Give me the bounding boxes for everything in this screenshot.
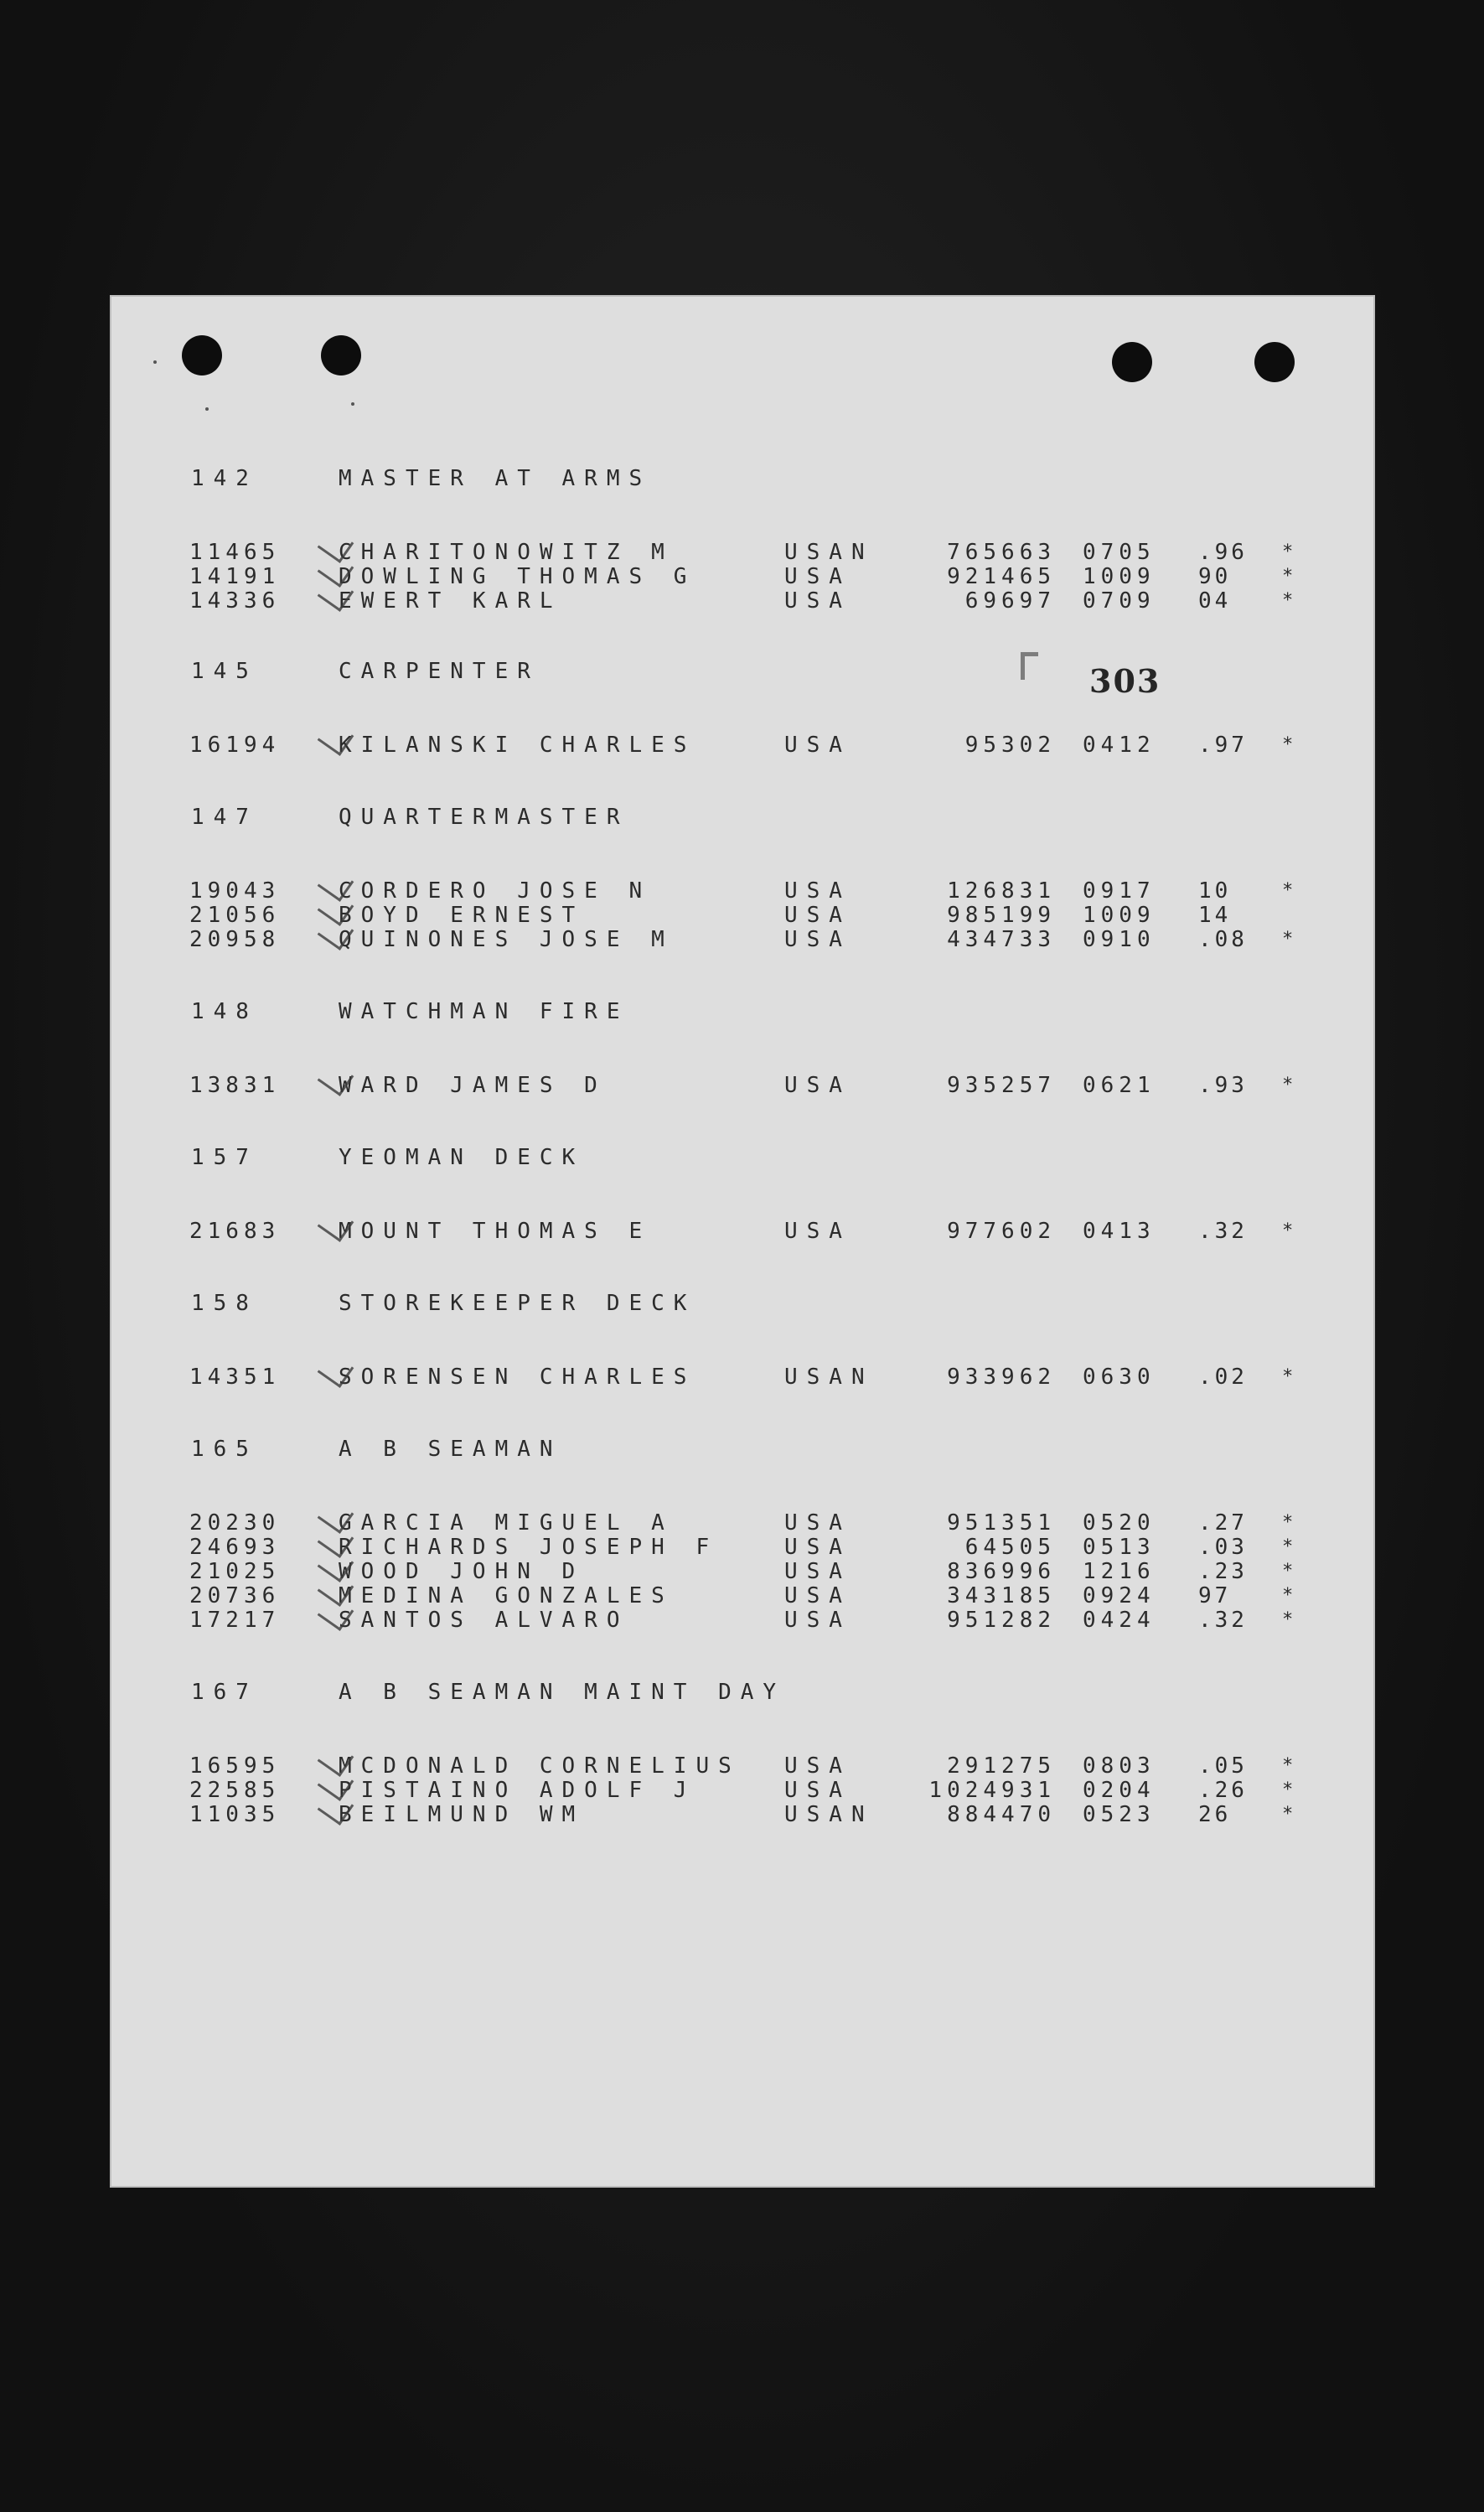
crew-name: MEDINA GONZALES <box>339 1583 674 1608</box>
crew-name: KILANSKI CHARLES <box>339 733 696 758</box>
rate-value: .05 <box>1198 1753 1248 1779</box>
section-title: A B SEAMAN <box>339 1437 562 1462</box>
certificate-number: 977602 <box>947 1219 1056 1244</box>
rate-value: 26 <box>1198 1802 1232 1827</box>
date-code: 0910 <box>1083 927 1156 952</box>
crew-name: PISTAINO ADOLF J <box>339 1778 696 1803</box>
crew-name: CHARITONOWITZ M <box>339 540 674 565</box>
section-code: 165 <box>191 1437 258 1462</box>
asterisk-mark: * <box>1282 1536 1294 1557</box>
crew-name: MCDONALD CORNELIUS <box>339 1753 741 1779</box>
crew-name: GARCIA MIGUEL A <box>339 1510 674 1536</box>
certificate-number: 95302 <box>964 733 1056 758</box>
certificate-number: 935257 <box>947 1073 1056 1098</box>
date-code: 0621 <box>1083 1073 1156 1098</box>
service-number: 21056 <box>189 903 281 928</box>
date-code: 0424 <box>1083 1608 1156 1633</box>
rate-value: .08 <box>1198 927 1248 952</box>
asterisk-mark: * <box>1282 1366 1294 1387</box>
citizenship: USA <box>784 1219 851 1244</box>
date-code: 0413 <box>1083 1219 1156 1244</box>
certificate-number: 921465 <box>947 564 1056 589</box>
certificate-number: 64505 <box>964 1535 1056 1560</box>
rate-value: .93 <box>1198 1073 1248 1098</box>
service-number: 14336 <box>189 588 281 614</box>
rate-value: .32 <box>1198 1608 1248 1633</box>
rate-value: 97 <box>1198 1583 1232 1608</box>
service-number: 24693 <box>189 1535 281 1560</box>
service-number: 16595 <box>189 1753 281 1779</box>
citizenship: USA <box>784 1608 851 1633</box>
date-code: 0709 <box>1083 588 1156 614</box>
crew-name: SANTOS ALVARO <box>339 1608 629 1633</box>
date-code: 0520 <box>1083 1510 1156 1536</box>
speck <box>351 402 354 406</box>
asterisk-mark: * <box>1282 1561 1294 1582</box>
asterisk-mark: * <box>1282 1220 1294 1241</box>
date-code: 0803 <box>1083 1753 1156 1779</box>
speck <box>205 407 209 411</box>
certificate-number: 126831 <box>947 878 1056 904</box>
date-code: 1009 <box>1083 564 1156 589</box>
citizenship: USA <box>784 564 851 589</box>
service-number: 21683 <box>189 1219 281 1244</box>
service-number: 20958 <box>189 927 281 952</box>
crew-name: CORDERO JOSE N <box>339 878 652 904</box>
rate-value: .96 <box>1198 540 1248 565</box>
citizenship: USA <box>784 903 851 928</box>
certificate-number: 343185 <box>947 1583 1056 1608</box>
crew-name: BEILMUND WM <box>339 1802 585 1827</box>
service-number: 21025 <box>189 1559 281 1584</box>
asterisk-mark: * <box>1282 1512 1294 1533</box>
asterisk-mark: * <box>1282 590 1294 611</box>
certificate-number: 985199 <box>947 903 1056 928</box>
crew-name: WARD JAMES D <box>339 1073 607 1098</box>
section-title: A B SEAMAN MAINT DAY <box>339 1680 786 1705</box>
asterisk-mark: * <box>1282 1585 1294 1606</box>
citizenship: USA <box>784 1510 851 1536</box>
certificate-number: 951351 <box>947 1510 1056 1536</box>
asterisk-mark: * <box>1282 1779 1294 1800</box>
certificate-number: 1024931 <box>928 1778 1056 1803</box>
certificate-number: 434733 <box>947 927 1056 952</box>
service-number: 17217 <box>189 1608 281 1633</box>
date-code: 0924 <box>1083 1583 1156 1608</box>
certificate-number: 884470 <box>947 1802 1056 1827</box>
service-number: 11465 <box>189 540 281 565</box>
section-code: 157 <box>191 1145 258 1170</box>
section-code: 147 <box>191 805 258 830</box>
citizenship: USA <box>784 733 851 758</box>
asterisk-mark: * <box>1282 734 1294 755</box>
document-page <box>110 295 1375 2188</box>
section-title: YEOMAN DECK <box>339 1145 585 1170</box>
section-code: 145 <box>191 659 258 684</box>
service-number: 14351 <box>189 1365 281 1390</box>
crew-name: RICHARDS JOSEPH F <box>339 1535 719 1560</box>
crew-name: MOUNT THOMAS E <box>339 1219 652 1244</box>
date-code: 0705 <box>1083 540 1156 565</box>
section-code: 158 <box>191 1291 258 1316</box>
certificate-number: 951282 <box>947 1608 1056 1633</box>
citizenship: USA <box>784 1778 851 1803</box>
rate-value: .27 <box>1198 1510 1248 1536</box>
rate-value: .03 <box>1198 1535 1248 1560</box>
crew-name: WOOD JOHN D <box>339 1559 585 1584</box>
crew-name: BOYD ERNEST <box>339 903 585 928</box>
rate-value: 14 <box>1198 903 1232 928</box>
asterisk-mark: * <box>1282 1609 1294 1630</box>
citizenship: USAN <box>784 1365 874 1390</box>
date-code: 1009 <box>1083 903 1156 928</box>
service-number: 11035 <box>189 1802 281 1827</box>
asterisk-mark: * <box>1282 541 1294 562</box>
stamp-mark <box>1021 652 1038 680</box>
page-number-stamp: 303 <box>1089 662 1161 700</box>
punch-hole <box>321 335 361 376</box>
certificate-number: 69697 <box>964 588 1056 614</box>
section-title: CARPENTER <box>339 659 540 684</box>
crew-name: EWERT KARL <box>339 588 562 614</box>
crew-name: SORENSEN CHARLES <box>339 1365 696 1390</box>
date-code: 0917 <box>1083 878 1156 904</box>
section-code: 148 <box>191 999 258 1024</box>
asterisk-mark: * <box>1282 1075 1294 1095</box>
section-title: MASTER AT ARMS <box>339 466 652 491</box>
speck <box>153 360 157 364</box>
rate-value: 04 <box>1198 588 1232 614</box>
citizenship: USA <box>784 927 851 952</box>
rate-value: .23 <box>1198 1559 1248 1584</box>
service-number: 14191 <box>189 564 281 589</box>
rate-value: .26 <box>1198 1778 1248 1803</box>
punch-hole <box>1254 342 1295 382</box>
citizenship: USA <box>784 1559 851 1584</box>
certificate-number: 291275 <box>947 1753 1056 1779</box>
citizenship: USA <box>784 878 851 904</box>
punch-hole <box>1112 342 1152 382</box>
service-number: 16194 <box>189 733 281 758</box>
rate-value: .32 <box>1198 1219 1248 1244</box>
rate-value: 90 <box>1198 564 1232 589</box>
citizenship: USA <box>784 1535 851 1560</box>
asterisk-mark: * <box>1282 1755 1294 1776</box>
service-number: 20736 <box>189 1583 281 1608</box>
certificate-number: 765663 <box>947 540 1056 565</box>
service-number: 20230 <box>189 1510 281 1536</box>
rate-value: 10 <box>1198 878 1232 904</box>
date-code: 0204 <box>1083 1778 1156 1803</box>
service-number: 13831 <box>189 1073 281 1098</box>
service-number: 19043 <box>189 878 281 904</box>
citizenship: USAN <box>784 540 874 565</box>
section-code: 167 <box>191 1680 258 1705</box>
citizenship: USA <box>784 1753 851 1779</box>
crew-name: QUINONES JOSE M <box>339 927 674 952</box>
citizenship: USA <box>784 1583 851 1608</box>
asterisk-mark: * <box>1282 929 1294 950</box>
rate-value: .97 <box>1198 733 1248 758</box>
date-code: 0412 <box>1083 733 1156 758</box>
section-code: 142 <box>191 466 258 491</box>
asterisk-mark: * <box>1282 1804 1294 1825</box>
punch-hole <box>182 335 222 376</box>
certificate-number: 933962 <box>947 1365 1056 1390</box>
asterisk-mark: * <box>1282 566 1294 587</box>
citizenship: USAN <box>784 1802 874 1827</box>
section-title: STOREKEEPER DECK <box>339 1291 696 1316</box>
date-code: 0630 <box>1083 1365 1156 1390</box>
section-title: WATCHMAN FIRE <box>339 999 629 1024</box>
rate-value: .02 <box>1198 1365 1248 1390</box>
section-title: QUARTERMASTER <box>339 805 629 830</box>
citizenship: USA <box>784 588 851 614</box>
citizenship: USA <box>784 1073 851 1098</box>
certificate-number: 836996 <box>947 1559 1056 1584</box>
date-code: 1216 <box>1083 1559 1156 1584</box>
service-number: 22585 <box>189 1778 281 1803</box>
date-code: 0523 <box>1083 1802 1156 1827</box>
date-code: 0513 <box>1083 1535 1156 1560</box>
asterisk-mark: * <box>1282 880 1294 901</box>
crew-name: DOWLING THOMAS G <box>339 564 696 589</box>
